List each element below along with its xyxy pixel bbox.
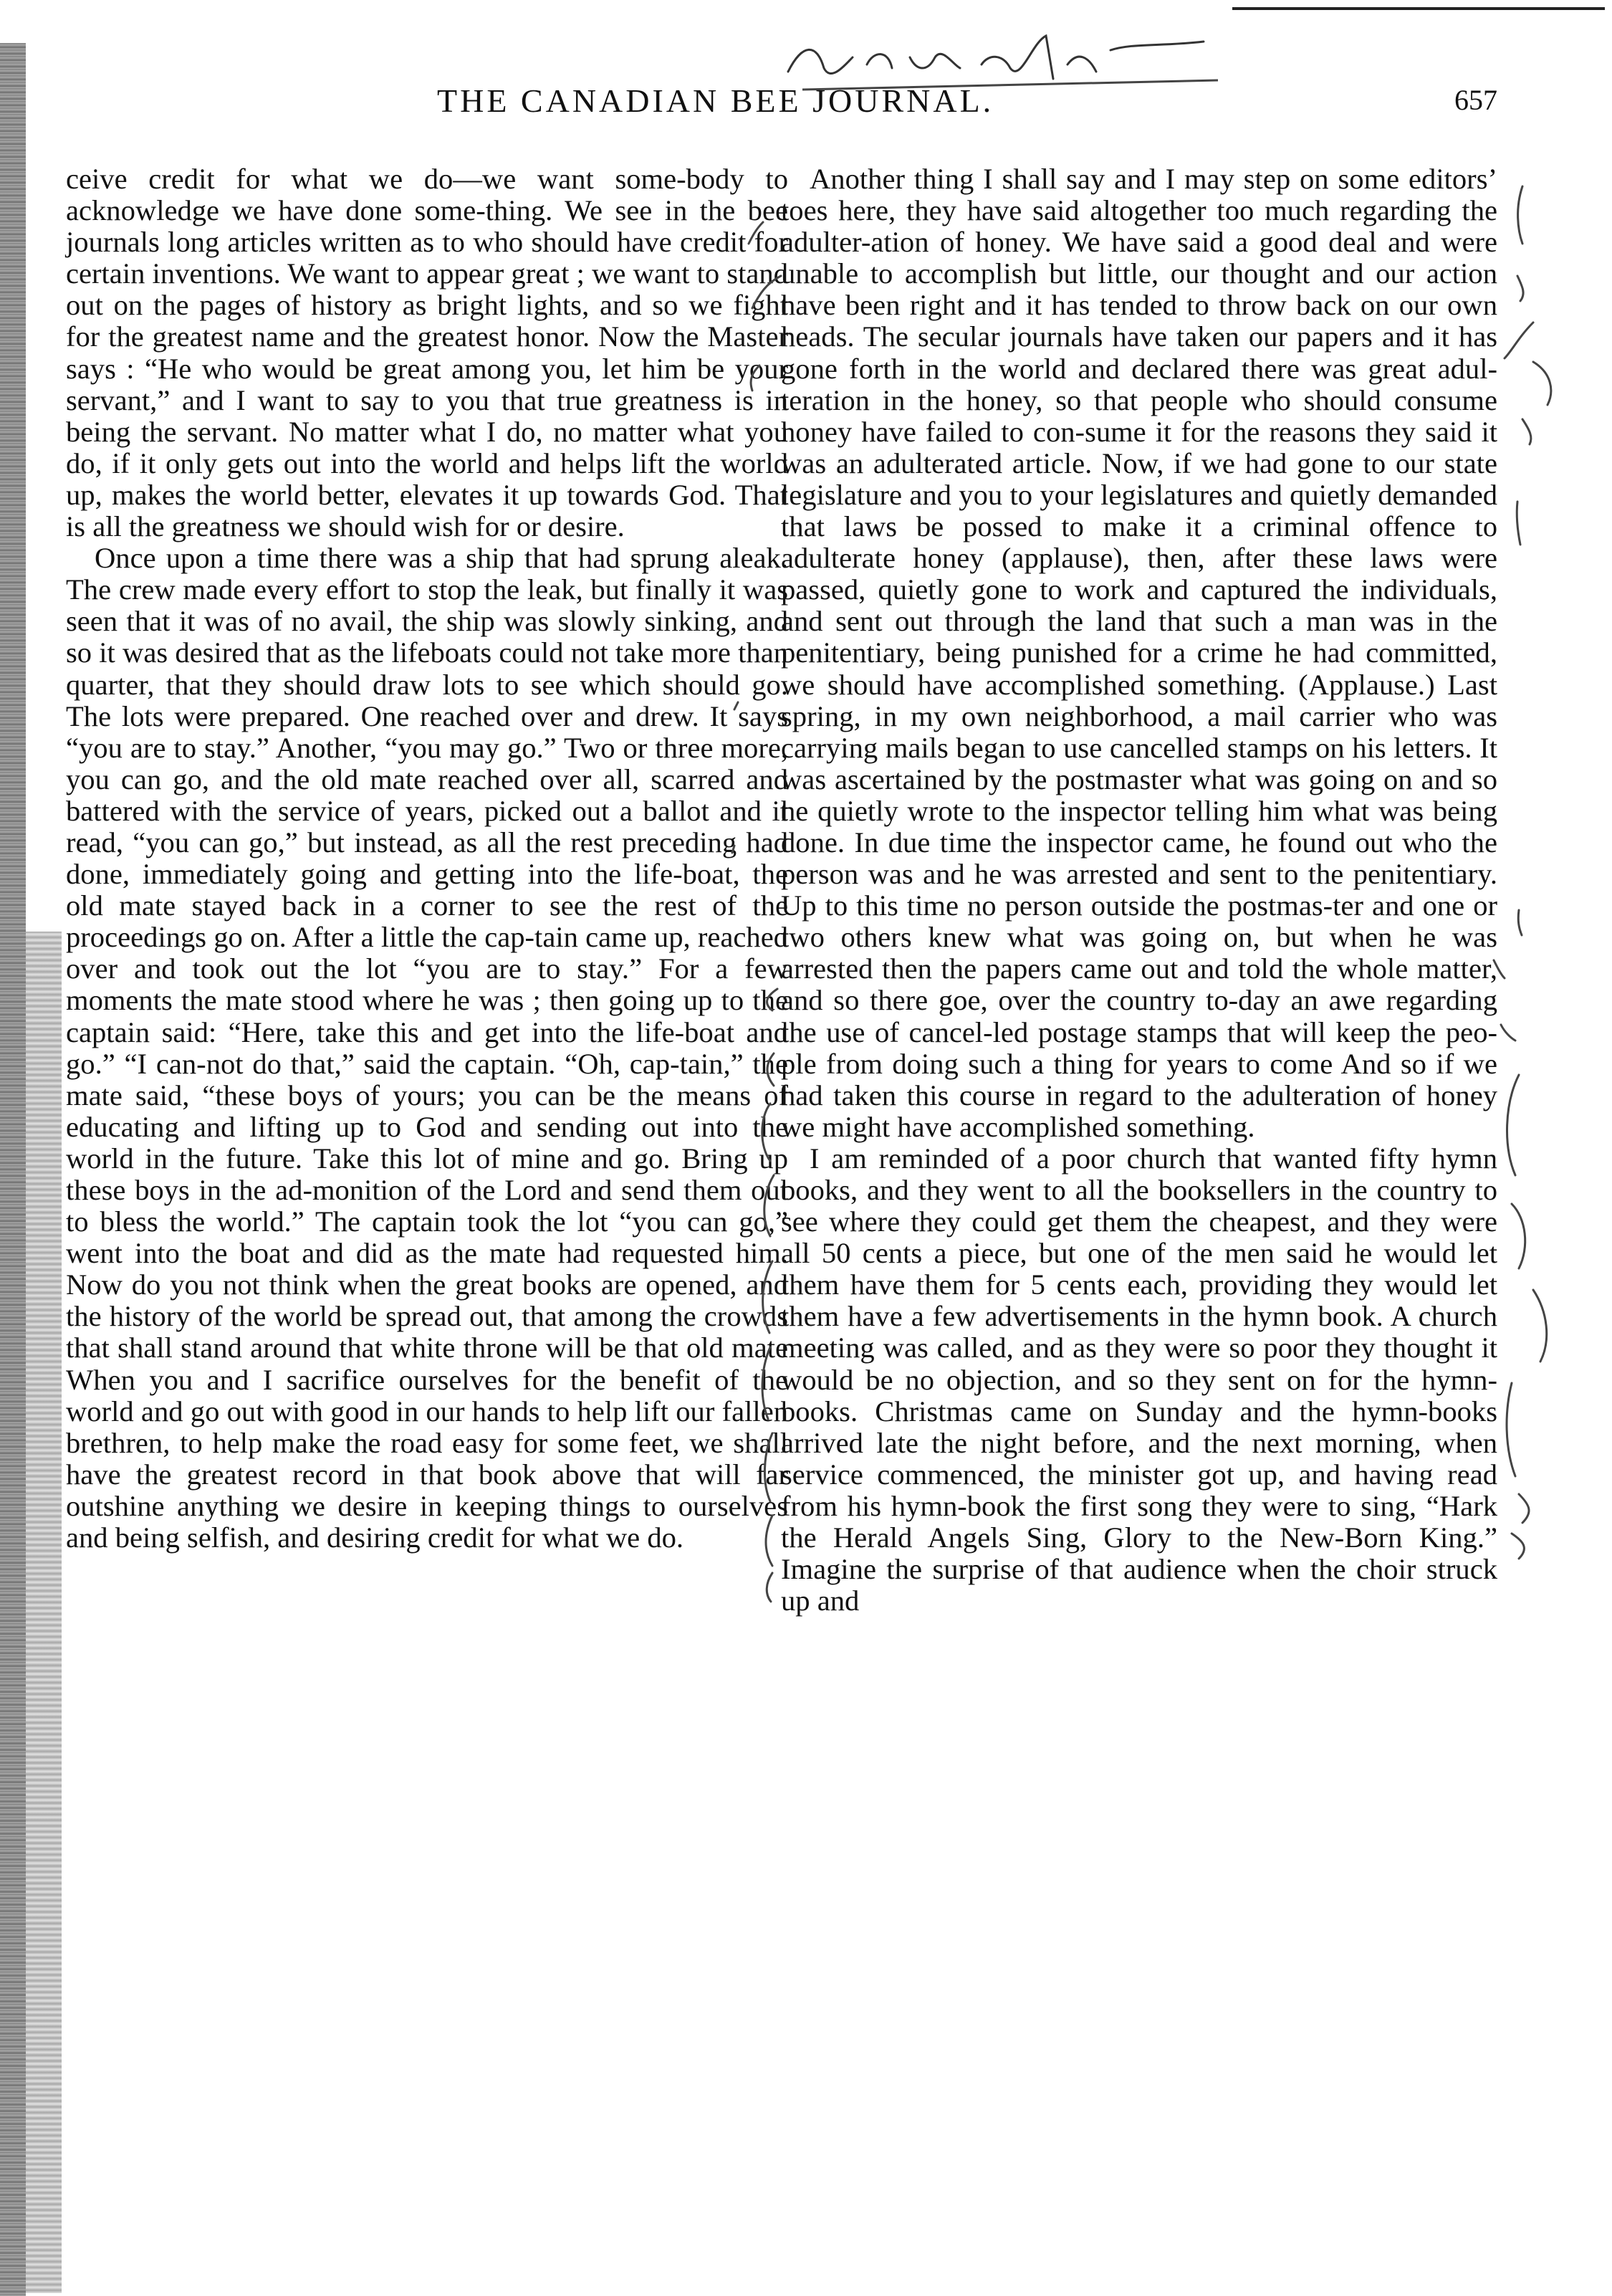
right-paragraph-1: Another thing I shall say and I may step on some editors’ toes here, they have said altogether too much regarding the adulter-ation of honey. We have said a good deal and were unable to accomplish but little, our thought and our action have been right and it has tended to throw back on our own heads. The secular journals have taken our papers and it has gone forth in the world and declared there was great adul-teration in the honey, so that people who should consume honey have failed to con-sume it for the reasons they said it was an adulterated article. Now, if we had gone to our state legislature and you to your legislatures and quietly demanded that laws be possed to make it a criminal offence to adulterate honey (applause), then, after these laws were passed, quietly gone to work and captured the individuals, and sent out through the land that such a man was in the penitentiary, being punished for a crime he had committed, we should have accomplished something. (Applause.) Last spring, in my own neighborhood, a mail carrier who was carrying mails began to use cancelled stamps on his letters. It was ascertained by the postmaster what was going on and so he quietly wrote to the inspector telling him what was being done. In due time the inspector came, he found out who the person was and he was arrested and sent to the penitentiary. Up to this time no person outside the postmas-ter and one or two others knew what was going on, but when he was arrested then the papers came out and told the whole matter, and so there goe, over the country to-day an awe regarding the use of cancel-led postage stamps that will keep the peo-ple from doing such a thing for years to come And so if we had taken this course in regard to the adulteration of honey we might have accomplished something. bbox=[781, 163, 1497, 1143]
right-column bbox=[781, 163, 1497, 1617]
left-column bbox=[66, 163, 788, 1554]
book-binding-edge bbox=[0, 43, 26, 2296]
left-paragraph-2: Once upon a time there was a ship that had sprung aleak. The crew made every effort to stop the leak, but finally it was seen that it was of no avail, the ship was slowly sinking, and so it was desired that as the lifeboats could not take more than quarter, that they should draw lots to see which should go. The lots were prepared. One reached over and drew. It says “you are to stay.” Another, “you may go.” Two or three more, you can go, and the old mate reached over all, scarred and battered with the service of years, picked out a ballot and it read, “you can go,” but instead, as all the rest preceding had done, immediately going and getting into the life-boat, the old mate stayed back in a corner to see the rest of the proceedings go on. After a little the cap-tain came up, reached over and took out the lot “you are to stay.” For a few moments the mate stood where he was ; then going up to the captain said: “Here, take this and get into the life-boat and go.” “I can-not do that,” said the captain. “Oh, cap-tain,” the mate said, “these boys of yours; you can be the means of educating and lifting up to God and sending out into the world in the future. Take this lot of mine and go. Bring up these boys in the ad-monition of the Lord and send them out to bless the world.” The captain took the lot “you can go,” went into the boat and did as the mate had requested him. Now do you not think when the great books are opened, and the history of the world be spread out, that among the crowds that shall stand around that white throne will be that old mate When you and I sacrifice ourselves for the benefit of the world and go out with good in our hands to help lift our fallen brethren, to help make the road easy for some feet, we shall have the greatest record in that book above that will far outshine anything we desire in keeping things to ourselves and being selfish, and desiring credit for what we do. bbox=[66, 542, 788, 1554]
journal-title: THE CANADIAN BEE JOURNAL. bbox=[437, 82, 994, 119]
top-rule bbox=[1232, 7, 1605, 10]
page-number: 657 bbox=[1454, 84, 1497, 116]
left-paragraph-1: ceive credit for what we do—we want some-body to acknowledge we have done some-thing. We see in the bee journals long articles written as to who should have credit for certain inventions. We want to appear great ; we want to stand out on the pages of history as bright lights, and so we fight for the greatest name and the greatest honor. Now the Master says : “He who would be great among you, let him be your servant,” and I want to say to you that true greatness is in being the servant. No matter what I do, no matter what you do, if it only gets out into the world and helps lift the world up, makes the world better, elevates it up towards God. That is all the greatness we should wish for or desire. bbox=[66, 163, 788, 543]
page-header bbox=[437, 82, 1497, 125]
right-paragraph-2: I am reminded of a poor church that wanted fifty hymn books, and they went to all the booksellers in the country to see where they could get them the cheapest, and they were all 50 cents a piece, but one of the men said he would let them have them for 5 cents each, providing they would let them have a few advertisements in the hymn book. A church meeting was called, and as they were so poor they thought it would be no objection, and so they sent on for the hymn-books. Christmas came on Sunday and the hymn-books arrived late the night before, and the next morning, when service commenced, the minister got up, and having read from his hymn-book the first song they were to sing, “Hark the Herald Angels Sing, Glory to the New-Born King.” Imagine the surprise of that audience when the choir struck up and bbox=[781, 1142, 1497, 1617]
binding-shadow bbox=[26, 932, 62, 2293]
